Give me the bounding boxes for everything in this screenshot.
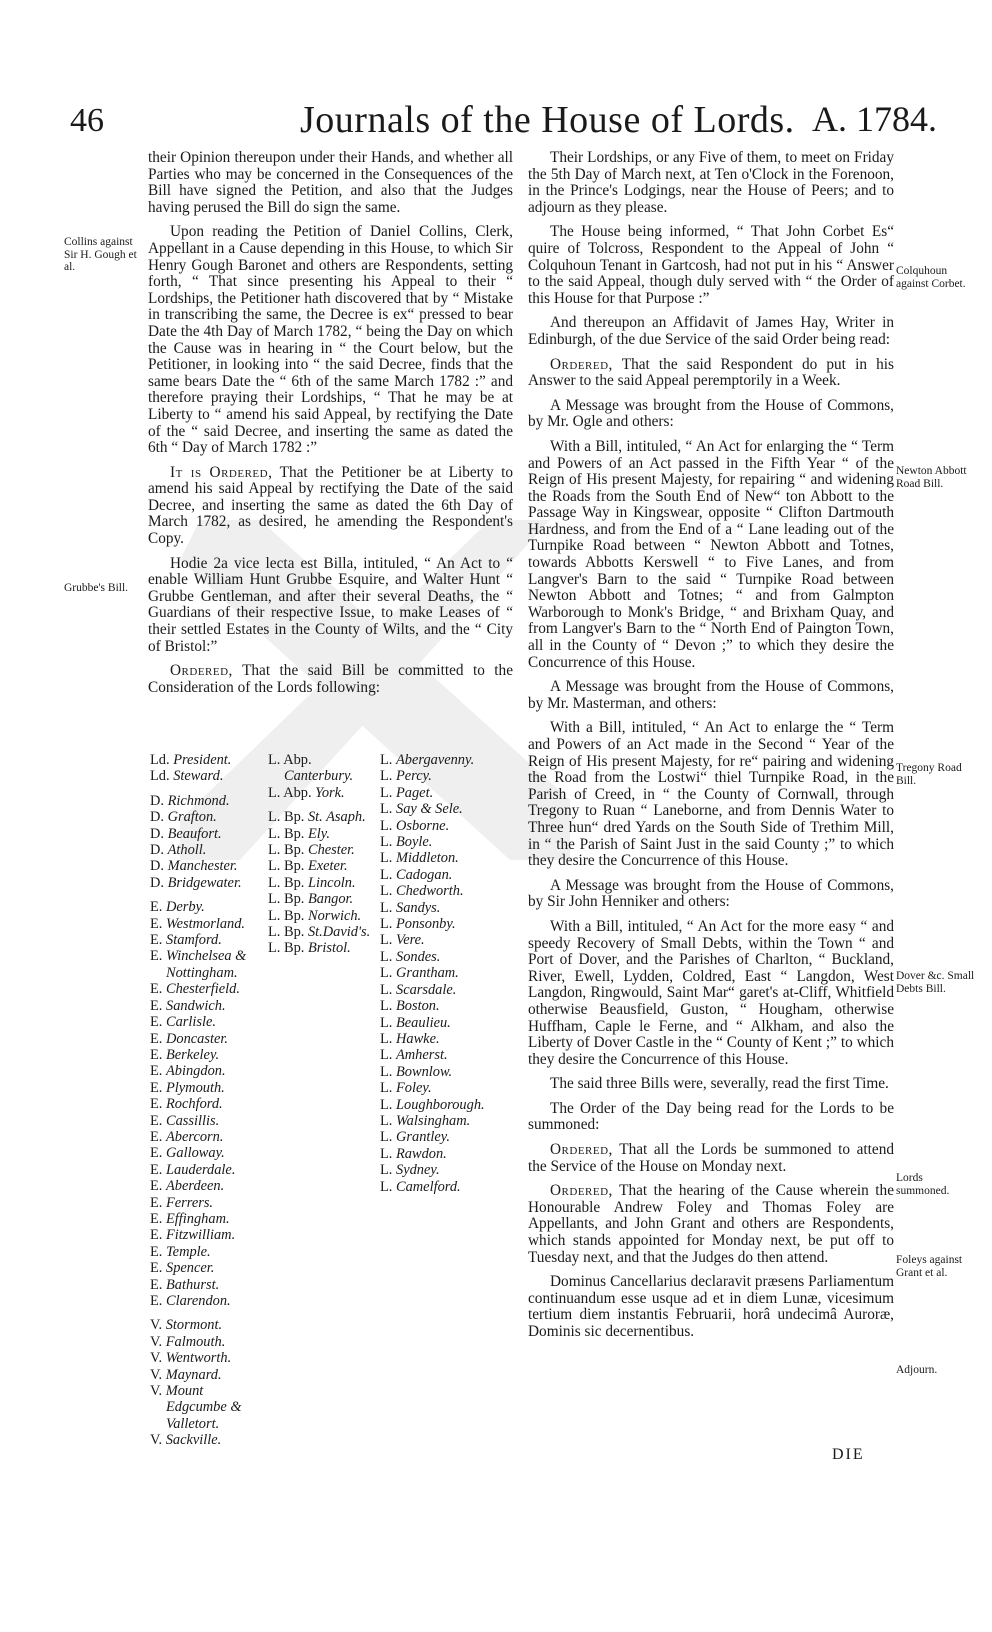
lord-entry: L. Sandys. [380,899,441,916]
lord-entry: L. Vere. [380,932,425,949]
lord-entry: V. Wentworth. [150,1350,232,1367]
paragraph: With a Bill, intituled, “ An Act for enlarging the “ Term and Powers of an Act passed in the Fifth Year “ of the Reign of His present Majesty, for repairing “ and widening the Roads from the South End of New“ ton Abbott to the Passage Way in Kingswear, opposite “ Clifton Dartmouth Hardness, and from the End of a “ Lane leading out of the Turnpike Road between “ Newton Abbott and Totnes, towards Abbotts Kerswell “ to Five Lanes, and from Langver's Barn to the said “ Turnpike Road between Newton Abbott and Totnes; “ and from Galmpton Warborough to Monk's Bridge, “ and Brixham Quay, and from Langver's Barn to the “ North End of Paington Town, all in the County of “ Devon ;” to which they desire the Concurrence of this House. [528,437,894,671]
lord-entry: E. Abercorn. [150,1128,224,1145]
paragraph: A Message was brought from the House of Commons, by Sir John Henniker and others: [528,876,894,911]
lord-entry: L. Say & Sele. [380,801,463,818]
lord-entry: V. Maynard. [150,1366,222,1383]
paragraph: The House being informed, “ That John Corbet Es“ quire of Tolcross, Respondent to the Appeal of John “ Colquhoun Tenant in Gartcosh, had not put in his “ Answer to the said Appeal, though duly served with “ the Order of this House for that Purpose :” [528,223,894,307]
lord-entry: L. Hawke. [380,1030,440,1047]
list-gap [150,891,262,899]
lord-entry: L. Bp. St.David's. [268,924,371,941]
lord-entry: L. Bp. St. Asaph. [268,809,366,826]
lord-entry: L. Sydney. [380,1162,440,1179]
lord-entry: L. Abergavenny. [380,752,475,768]
lord-entry: L. Bp. Chester. [268,842,355,859]
lords-column-bishops [268,752,380,957]
paragraph: Hodie 2a vice lecta est Billa, intituled, “ An Act to “ enable William Hunt Grubbe Esquire, and Walter Hunt “ Grubbe Gentleman, and after their several Deaths, the “ Guardians of their respective Issue, to make Leases of “ their settled Estates in the County of Wilts, and the “ City of Bristol:” [148,554,513,655]
lord-entry: Ld. President. [150,752,232,768]
lords-column-barons [380,752,510,1195]
paragraph: With a Bill, intituled, “ An Act to enlarge the “ Term and Powers of an Act made in the Second “ Year of the Reign of His present Majesty, for re“ pairing and widening the Road from the Lostwi“ thiel Turnpike Road, in the Parish of Creed, in “ the County of Cornwall, through Tregony to Ruan “ Laneborne, and from Dennis Water to Three hun“ dred Yards on the South Side of Trethim Mill, in “ the Parish of Saint Just in the said County ;” to which they desire the Concurrence of this House. [528,719,894,870]
margin-note-collins: Collins against Sir H. Gough et al. [64,236,137,273]
lord-entry: D. Richmond. [150,792,230,809]
lord-entry: L. Sondes. [380,948,441,965]
lord-entry: E. Fitzwilliam. [150,1227,236,1244]
lord-entry: D. Bridgewater. [150,874,242,891]
paragraph: That the hearing of the Cause wherein the Honourable Andrew Foley and Thomas Foley are Appellants, and John Grant and others are Respondents, which stands appointed for Monday next, be put off to Tuesday next, and that the Judges do then attend. [528,1182,894,1266]
lord-entry: E. Spencer. [150,1260,215,1277]
lord-entry: L. Grantham. [380,965,459,982]
year-label: A. 1784. [812,99,937,139]
lord-entry: D. Grafton. [150,809,217,826]
ordered-label: Ordered, [550,355,613,373]
lord-entry: E. Winchelsea & Nottingham. [150,948,247,981]
lord-entry: L. Beaulieu. [380,1014,451,1031]
lord-entry: L. Grantley. [380,1129,450,1146]
lord-entry: L. Cadogan. [380,866,453,883]
paragraph: A Message was brought from the House of Commons, by Mr. Masterman, and others: [528,678,894,712]
lord-entry: E. Bathurst. [150,1276,220,1293]
lord-entry: E. Plymouth. [150,1079,225,1096]
margin-note-colquhoun: Colquhoun against Corbet. [896,265,966,290]
lord-entry: E. Temple. [150,1243,211,1260]
lord-entry: E. Aberdeen. [150,1178,225,1195]
margin-note-grubbe: Grubbe's Bill. [64,582,129,594]
lord-entry: L. Ponsonby. [380,916,456,933]
lord-entry: E. Ferrers. [150,1194,214,1211]
paragraph: That the said Respondent do put in his Answer to the said Appeal peremptorily in a Week. [528,355,894,390]
ordered-label: Ordered, [170,662,233,680]
journal-title: Journals of the House of Lords. [300,99,795,141]
page-header [0,88,992,148]
lord-entry: D. Atholl. [150,842,207,859]
lord-entry: L. Chedworth. [380,883,464,900]
paragraph: That all the Lords be summoned to attend the Service of the House on Monday next. [528,1141,894,1175]
lord-entry: E. Stamford. [150,932,222,949]
lord-entry: E. Chesterfield. [150,981,240,998]
lord-entry: E. Lauderdale. [150,1161,236,1178]
lord-entry: V. Falmouth. [150,1333,226,1350]
ordered-label: Ordered, [550,1182,613,1200]
lord-entry: L. Bp. Bangor. [268,891,354,908]
lord-entry: V. Stormont. [150,1317,223,1334]
paragraph: Their Lordships, or any Five of them, to meet on Friday the 5th Day of March next, at Ten o'Clock in the Forenoon, in the Prince's Lodgings, near the House of Peers; and to adjourn as they please. [528,149,894,216]
margin-note-dover: Dover &c. Small Debts Bill. [896,970,975,995]
paragraph: That the Petitioner be at Liberty to amend his said Appeal by rectifying the Date of the said Decree, and inserting the same as dated the 6th Day of March 1782, as desired, he amending the Respondent's Copy. [148,463,513,548]
page-number: 46 [70,102,104,139]
paragraph: A Message was brought from the House of Commons, by Mr. Ogle and others: [528,396,894,431]
lord-entry: L. Loughborough. [380,1096,485,1113]
paragraph: With a Bill, intituled, “ An Act for the more easy “ and speedy Recovery of Small Debts, within the Town “ and Port of Dover, and the Parishes of Charlton, “ Buckland, River, Ewell, Lydden, Coldred, East “ Langdon, West Langdon, Ringwould, Saint Mar“ garet's at-Cliff, Whitfield otherwise Beausfield, Guston, “ Hougham, otherwise Huffham, Caple le Ferne, and “ Alkham, and also the Liberty of Dover Castle in the “ County of Kent ;” to which they desire the Concurrence of this House. [528,917,894,1068]
lord-entry: L. Bp. Exeter. [268,858,348,875]
margin-note-newton: Newton Abbott Road Bill. [896,465,967,490]
paragraph: Upon reading the Petition of Daniel Collins, Clerk, Appellant in a Cause depending in this House, to which Sir Henry Gough Baronet and others are Respondents, setting forth, “ That since presenting his Appeal to their “ Lordships, the Petitioner hath discovered that by “ Mistake in transcribing the same, the Decree is ex“ pressed to bear Date the 4th Day of March 1782, “ being the Day on which the Cause was in hearing in “ the Court below, but the Petitioner, in looking into “ the said Decree, finds that the same bears Date the “ 6th of the same March 1782 :” and therefore praying their Lordships, “ That he may be at Liberty to “ amend his said Appeal, by rectifying the Date of the “ said Decree, and inserting the same as dated the 6th “ Day of March 1782 :” [148,223,513,457]
lord-entry: L. Rawdon. [380,1145,447,1162]
lord-entry: L. Foley. [380,1080,432,1097]
lord-entry: D. Manchester. [150,858,238,875]
lord-entry: L. Bownlow. [380,1063,453,1080]
list-gap [150,785,262,793]
lord-entry: L. Paget. [380,784,434,801]
catchword: DIE [832,1446,865,1463]
lord-entry: L. Osborne. [380,817,450,834]
margin-note-adjourn: Adjourn. [896,1364,938,1376]
paragraph: And thereupon an Affidavit of James Hay, Writer in Edinburgh, of the due Service of the said Order being read: [528,314,894,348]
lord-entry: L. Bp. Bristol. [268,940,351,957]
lord-entry: L. Camelford. [380,1178,461,1195]
left-column [148,150,513,704]
paragraph: The said three Bills were, severally, read the first Time. [550,1075,889,1093]
lord-entry: E. Carlisle. [150,1014,216,1031]
lord-entry: V. Mount Edgcumbe & Valletort. [150,1383,242,1432]
margin-note-tregony: Tregony Road Bill. [896,762,962,787]
paragraph: That the said Bill be committed to the Consideration of the Lords following: [148,662,513,696]
lord-entry: V. Sackville. [150,1432,222,1449]
lord-entry: E. Galloway. [150,1145,225,1162]
lord-entry: L. Middleton. [380,850,459,867]
paragraph: The Order of the Day being read for the Lords to be summoned: [528,1099,894,1134]
lord-entry: D. Beaufort. [150,825,222,842]
lord-entry: L. Scarsdale. [380,981,457,998]
lord-entry: Ld. Steward. [150,768,224,785]
lord-entry: L. Bp. Lincoln. [268,874,356,891]
lord-entry: E. Effingham. [150,1210,230,1227]
paragraph: their Opinion thereupon under their Hands, and whether all Parties who may be concerned in the Consequences of the Bill have signed the Petition, and also that the Judges having perused the Bill do sign the same. [148,149,513,216]
paragraph: Dominus Cancellarius declaravit præsens Parliamentum continuandum esse usque ad et in diem Lunæ, vicesimum tertium diem instantis Februarii, horâ undecimâ Auroræ, Dominis sic decernentibus. [528,1273,894,1340]
margin-note-foleys: Foleys against Grant et al. [896,1254,963,1279]
lord-entry: L. Abp. York. [268,784,345,801]
lord-entry: L. Walsingham. [380,1112,471,1129]
lord-entry: E. Derby. [150,899,205,916]
lord-entry: L. Boyle. [380,834,433,851]
lord-entry: E. Berkeley. [150,1046,220,1063]
ordered-label: Ordered, [550,1141,613,1159]
lord-entry: L. Amherst. [380,1047,448,1064]
lord-entry: E. Clarendon. [150,1293,231,1309]
lord-entry: L. Abp. Canterbury. [268,752,354,785]
lords-column-dukes-earls [150,752,262,1449]
lord-entry: E. Rochford. [150,1096,223,1113]
right-column [528,150,894,1349]
margin-note-summoned: Lords summoned. [896,1172,950,1197]
lord-entry: E. Abingdon. [150,1063,226,1080]
ordered-label: It is Ordered, [170,463,273,481]
lord-entry: L. Bp. Ely. [268,825,330,842]
lord-entry: E. Sandwich. [150,997,226,1014]
lord-entry: L. Boston. [380,998,440,1015]
lord-entry: L. Bp. Norwich. [268,907,362,924]
list-gap [268,801,380,809]
lord-entry: E. Cassillis. [150,1112,220,1129]
lord-entry: L. Percy. [380,768,432,785]
committee-lords-list [150,752,520,1452]
lord-entry: E. Westmorland. [150,915,246,932]
list-gap [150,1309,262,1317]
lord-entry: E. Doncaster. [150,1030,228,1047]
